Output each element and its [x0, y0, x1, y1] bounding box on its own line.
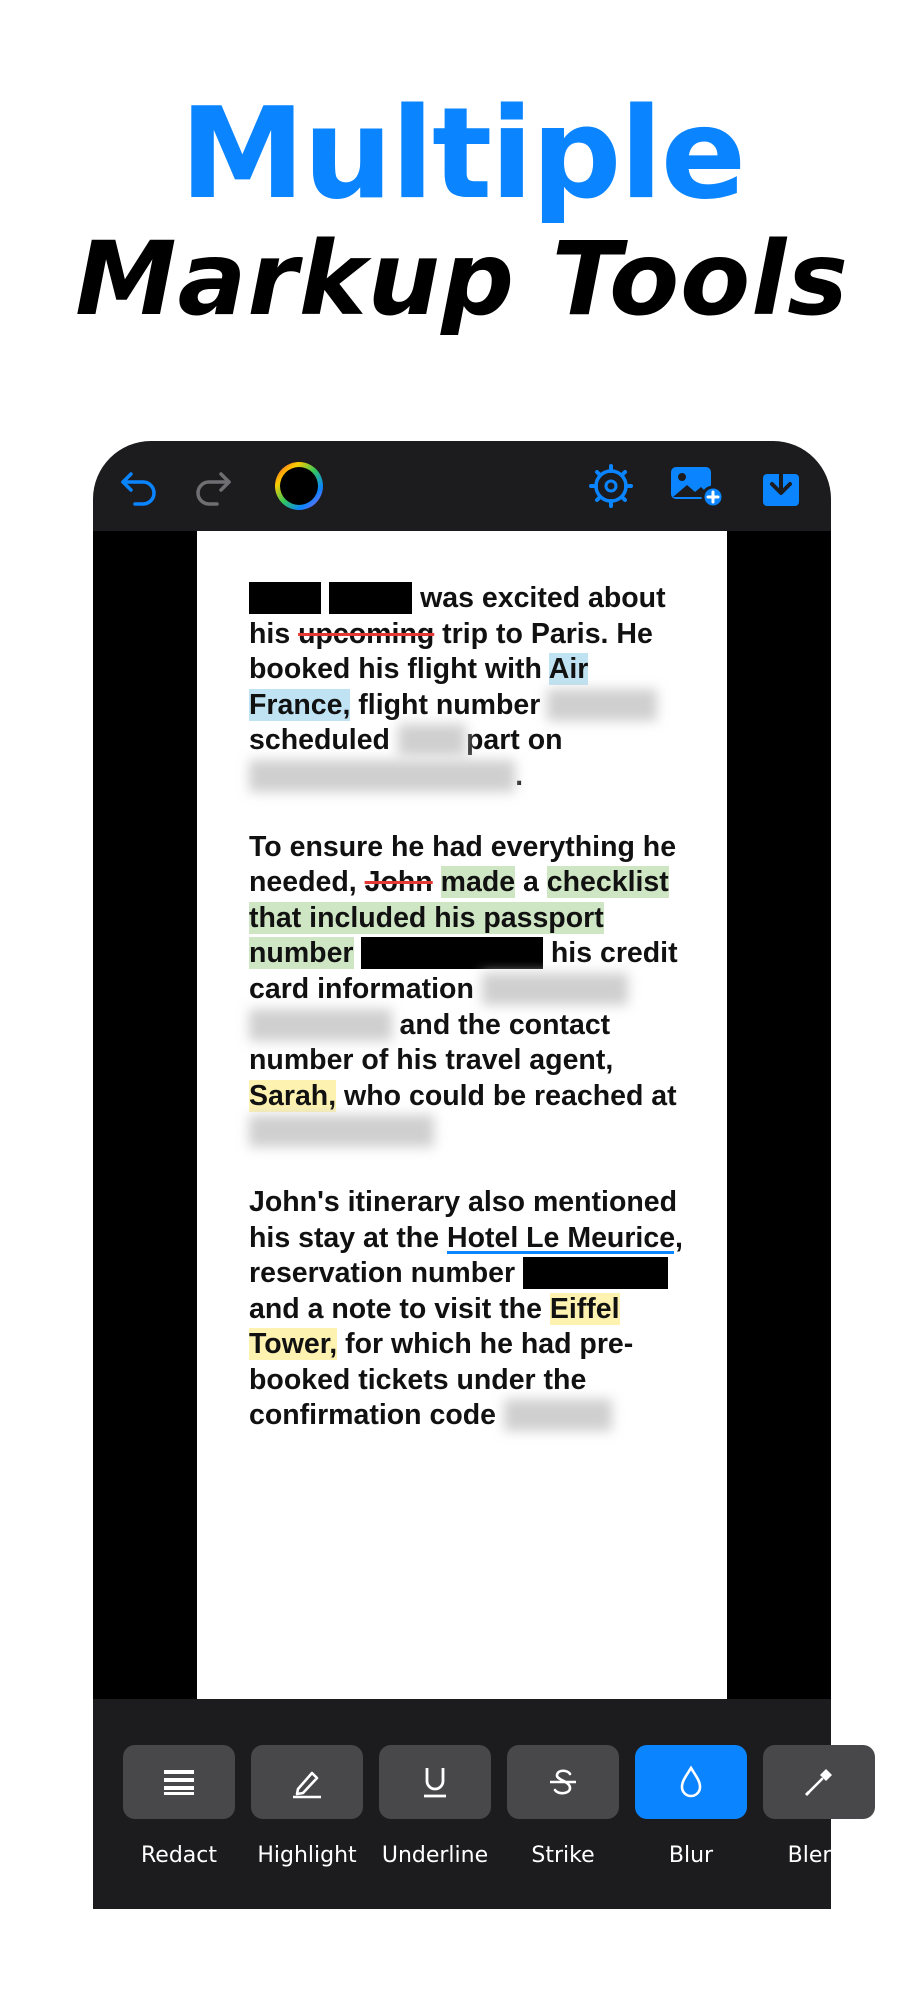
strike-text: upcoming: [298, 617, 435, 650]
tool-label: Highlight: [257, 1843, 357, 1868]
blurred-text: [249, 760, 515, 792]
color-wheel-icon: [272, 459, 326, 513]
text: his credit card information: [249, 937, 678, 1005]
text: and a note to visit the: [249, 1292, 550, 1325]
blurred-text: [547, 689, 656, 721]
undo-icon: [117, 464, 161, 508]
text: .: [515, 759, 524, 792]
redact-lines-icon: [162, 1768, 196, 1796]
highlight-text: Eiffel Tower,: [249, 1292, 620, 1361]
highlight-text: Sarah,: [249, 1079, 337, 1112]
text: part on: [465, 724, 563, 757]
redo-icon: [191, 464, 235, 508]
text: a: [515, 866, 547, 899]
text: scheduled: [249, 724, 398, 757]
text: John's itinerary also mentioned his stay at the: [249, 1185, 678, 1254]
redacted-text: [329, 582, 412, 614]
highlight-text: checklist that included his passport number: [249, 866, 669, 970]
settings-button[interactable]: [583, 458, 639, 514]
text: for which he had pre-booked tickets under the confirmation code: [249, 1328, 634, 1432]
top-toolbar: [93, 441, 831, 531]
underline-text: Hotel Le Meurice,: [446, 1221, 683, 1254]
droplet-icon: [677, 1765, 705, 1799]
document-canvas[interactable]: [93, 531, 831, 1699]
tool-underline[interactable]: [379, 1745, 491, 1868]
paragraph-1: [249, 581, 687, 795]
tool-label: Redact: [140, 1843, 217, 1868]
settings-icon: [588, 463, 634, 509]
text: trip to Paris. He booked his flight with: [249, 617, 653, 686]
text: and the contact number of his travel agent,: [249, 1008, 614, 1077]
blurred-text: [504, 1399, 612, 1431]
tool-blur[interactable]: [635, 1745, 747, 1868]
headline-line2: Markup Tools: [75, 220, 849, 339]
color-picker-button[interactable]: [271, 458, 327, 514]
blurred-text: [398, 724, 466, 756]
redo-button[interactable]: [185, 458, 241, 514]
download-icon: [761, 464, 801, 508]
highlight-text: made: [440, 866, 516, 899]
tool-label: Blend: [787, 1843, 851, 1868]
underline-icon: [420, 1765, 450, 1799]
document-page: [197, 531, 727, 1699]
redacted-text: [523, 1257, 668, 1289]
text: was excited about his: [249, 582, 666, 650]
tool-label: Underline: [381, 1843, 489, 1868]
text: To ensure he had everything he needed,: [249, 830, 677, 899]
tool-strike[interactable]: [507, 1745, 619, 1868]
text: reservation number: [249, 1257, 524, 1290]
undo-button[interactable]: [111, 458, 167, 514]
download-button[interactable]: [753, 458, 809, 514]
tool-label: Strike: [531, 1843, 595, 1868]
tool-blend[interactable]: [763, 1745, 875, 1868]
tool-highlight[interactable]: [251, 1745, 363, 1868]
add-image-button[interactable]: [669, 458, 725, 514]
tool-redact[interactable]: [123, 1745, 235, 1868]
add-image-icon: [669, 463, 725, 509]
eyedropper-icon: [802, 1765, 836, 1799]
highlight-text: Air France,: [249, 653, 589, 721]
headline-line1: Multiple: [179, 80, 745, 227]
strike-text: John: [364, 866, 433, 899]
pencil-icon: [290, 1765, 324, 1799]
redacted-text: [249, 582, 321, 614]
blurred-text: [249, 1115, 434, 1147]
strikethrough-icon: [546, 1765, 580, 1799]
text: who could be reached at: [336, 1079, 677, 1112]
paragraph-2: [249, 830, 687, 1150]
phone-frame: [93, 441, 851, 1909]
redacted-text: [361, 937, 543, 969]
text: flight number: [350, 688, 548, 721]
paragraph-3: [249, 1185, 687, 1434]
markup-tool-bar: [93, 1699, 851, 1909]
tool-label: Blur: [668, 1843, 714, 1868]
